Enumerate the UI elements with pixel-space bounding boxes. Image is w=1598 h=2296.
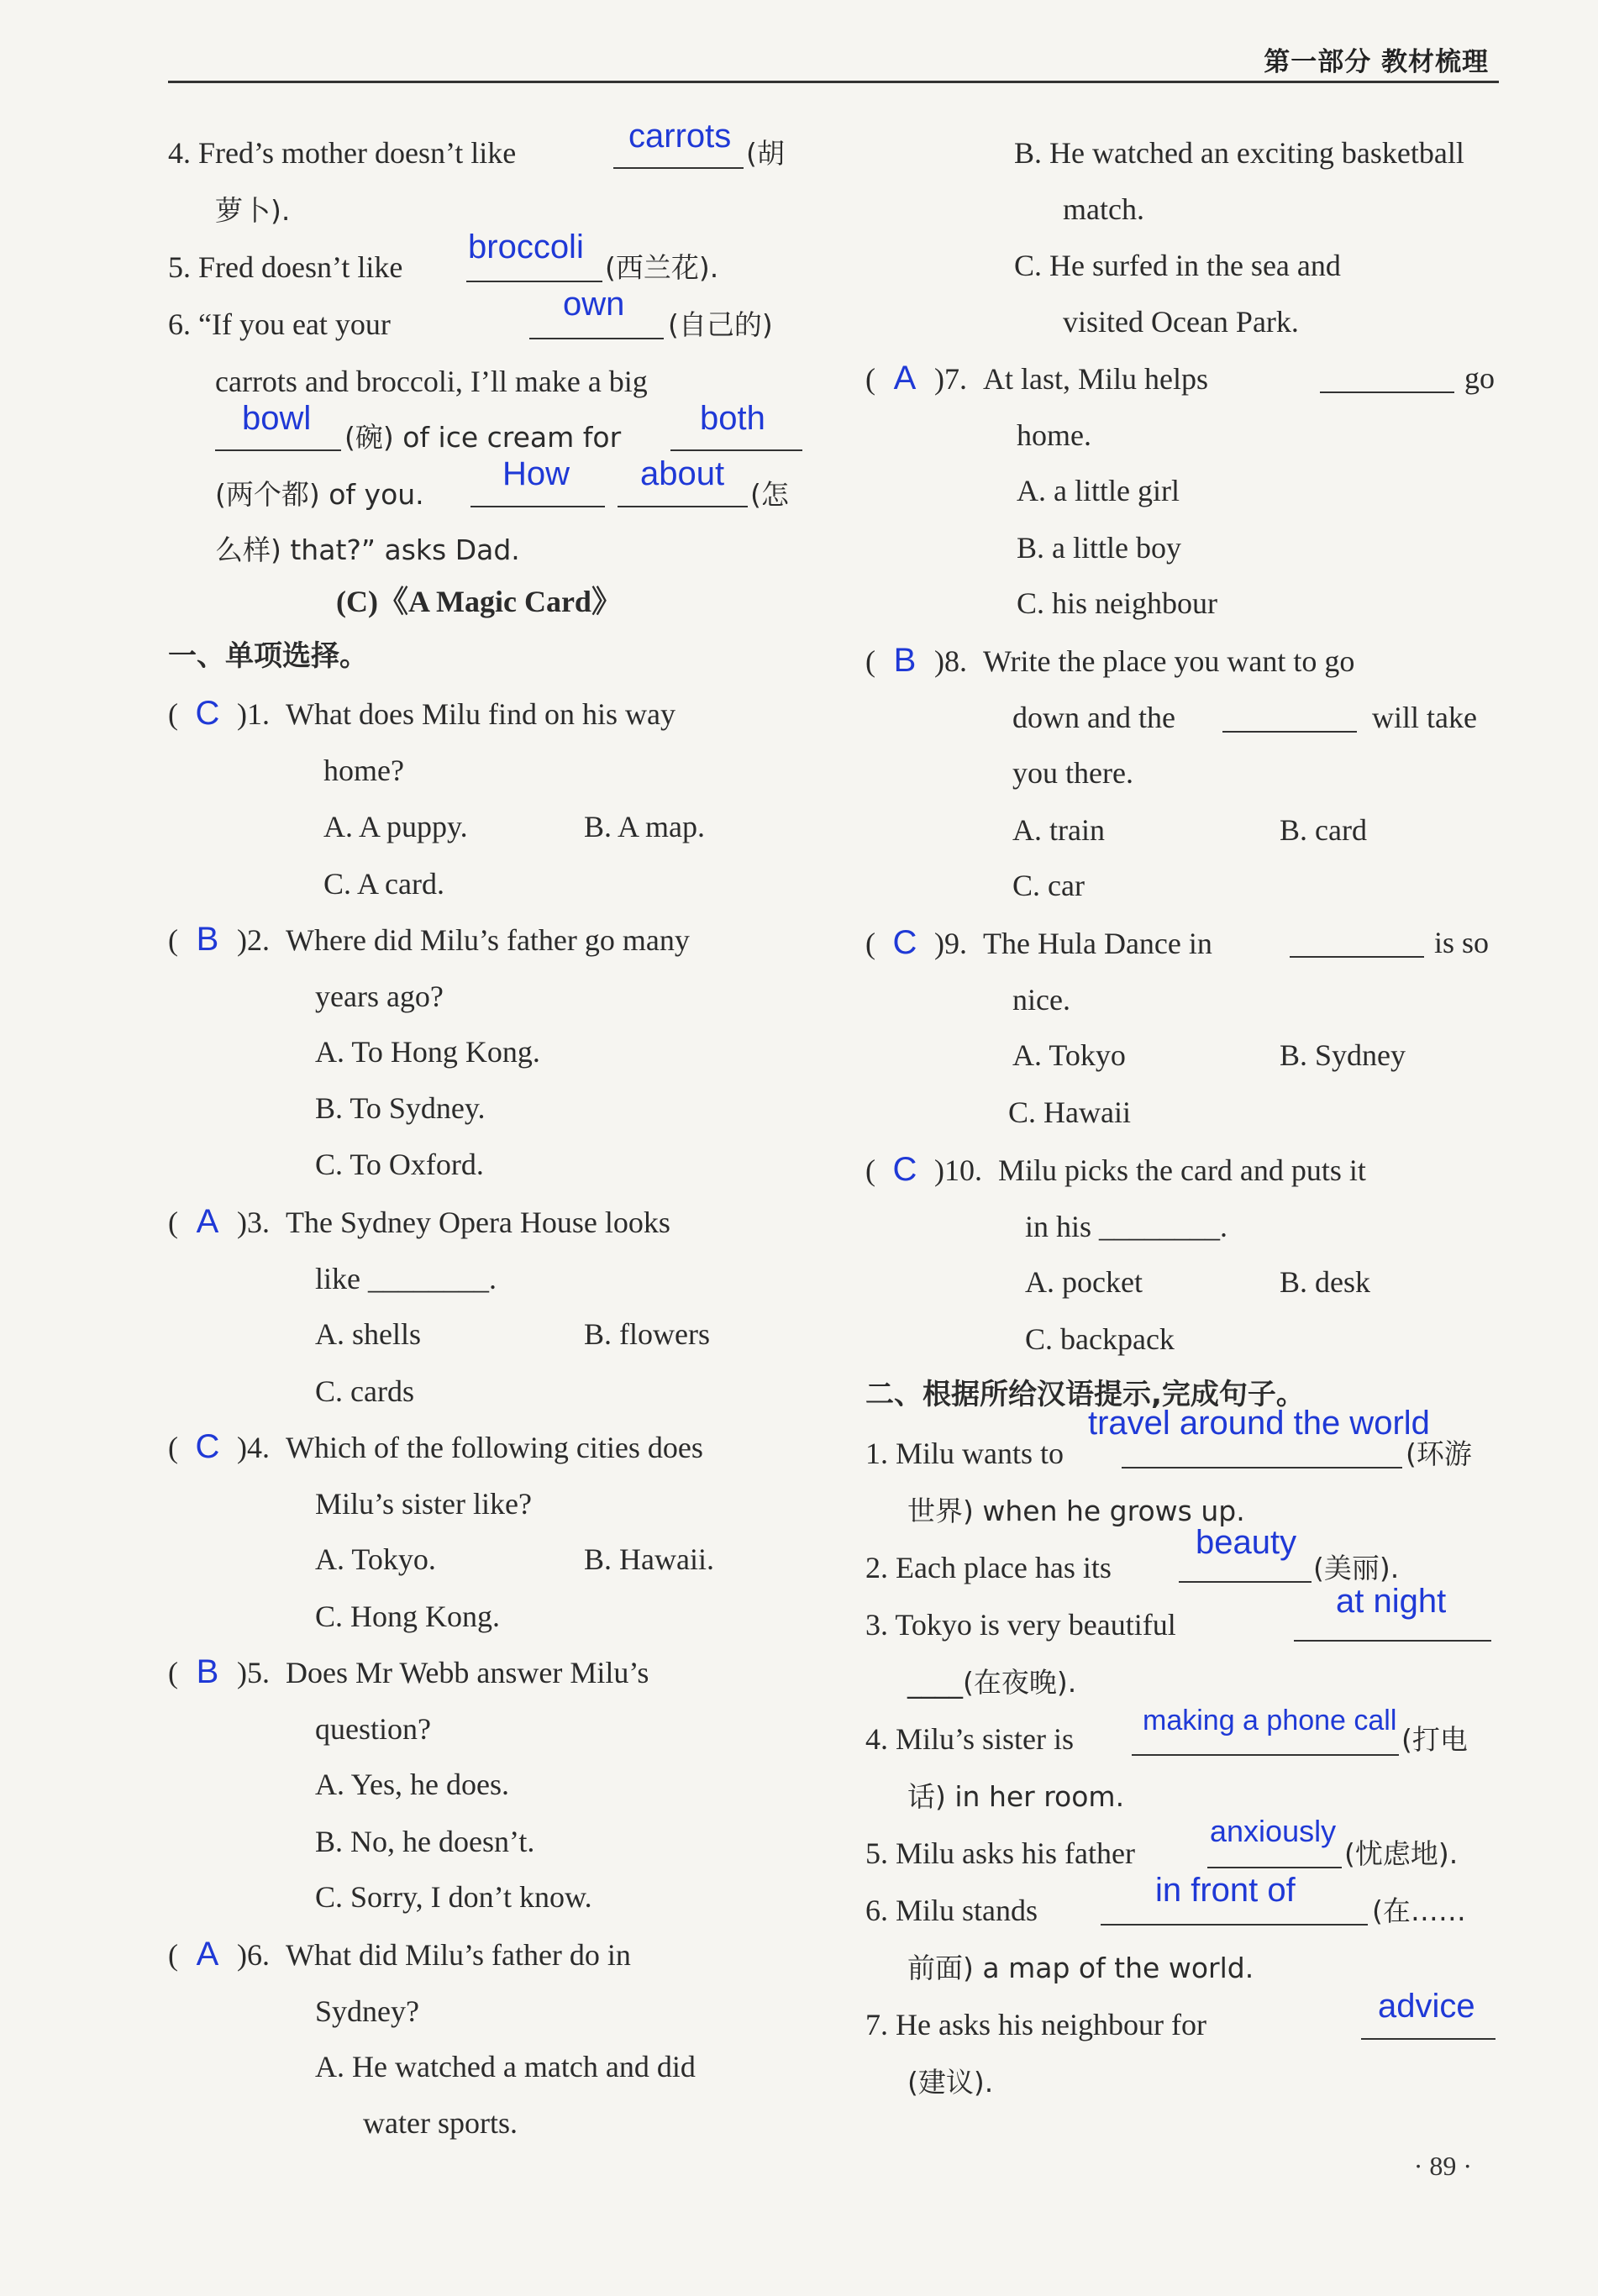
blank [529,338,664,339]
option: A. Tokyo. [315,1542,436,1576]
option: A. To Hong Kong. [315,1035,540,1069]
mc-question-1: ( C )1. What does Milu find on his way [168,695,675,732]
option: B. A map. [584,810,706,843]
handwritten-answer: in front of [1155,1872,1296,1909]
option-continued: match. [1063,192,1144,226]
fill-sentence-4: 4. Milu’s sister is [865,1722,1075,1756]
option: C. Hawaii [1008,1095,1131,1129]
mc-question-2: ( B )2. Where did Milu’s father go many [168,921,690,958]
mc-question-7: ( A )7. At last, Milu helps [865,360,1208,397]
answer-letter: B [893,642,917,679]
option: B. To Sydney. [315,1091,486,1125]
mc-question-6: ( A )6. What did Milu’s father do in [168,1936,631,1973]
option: C. backpack [1025,1322,1175,1356]
option: A. a little girl [1017,474,1180,507]
handwritten-answer: beauty [1196,1524,1297,1561]
part2-heading: 二、根据所给汉语提示,完成句子。 [865,1378,1305,1411]
answer-letter: A [196,1936,219,1973]
option: A. He watched a match and did [315,2050,696,2083]
fill-item-5-line1: 5. Fred doesn’t like [168,250,403,284]
option: C. cards [315,1374,414,1408]
handwritten-answer: travel around the world [1088,1405,1430,1442]
blank [1122,1467,1402,1468]
option: C. car [1012,869,1085,902]
blank [1361,2038,1495,2040]
option: B. flowers [584,1317,710,1351]
option: A. A puppy. [323,810,468,843]
option: B. Hawaii. [584,1542,714,1576]
mc-question-10: ( C )10. Milu picks the card and puts it [865,1151,1366,1188]
fill-sentence-3: 3. Tokyo is very beautiful [865,1608,1176,1642]
workbook-page: 第一部分 教材梳理 4. Fred’s mother doesn’t like carrots (胡 萝卜). 5. Fred doesn’t like broccoli (西兰花). 6. “If you eat your own (自己的) carrots and broccoli, I’ll make a big bowl (碗) of ice cream for both (两个都) of you. How about (怎 么样) that?” asks Dad. (C)《A Magic Card》 一、单项选择。 ( C )1. What does Milu find on his way home? A. A puppy. B. A map. C. A card. ( B )2. Where did Milu’s father go many years ago? A. To Hong Kong. B. To Sydney. C. To Oxford. ( A )3. The Sydney Opera House looks like ________. A. shells B. flowers C. cards ( C )4. Which of the following cities does Milu’s sister like? A. Tokyo. B. Hawaii. C. Hong Kong. ( B )5. Does Mr Webb answer Milu’s question? A. Yes, he does. B. No, he doesn’t. C. Sorry, I don’t know. ( A )6. What did Milu’s father do in Sydney? A. He watched a match and did water sports. B. He watched an exciting basketball match. C. He surfed in the sea and visited Ocean Park. ( A )7. At last, Milu helps go home. A. a little girl B. a little boy C. his neighbour ( B )8. Write the place you want to go down and the will take you there. A. train B. card C. car ( C )9. The Hula Dance in is so nice. A. Tokyo B. Sydney C. Hawaii ( C )10. Milu picks the card and puts it in his ________. A. pocket B. desk C. backpack 二、根据所给汉语提示,完成句子。 travel around the world 1. Milu wants to (环游 世界) when he grows up. 2. Each place has its beauty (美丽). 3. Tokyo is very beautiful at night ____(在夜晚). 4. Milu’s sister is making a phone call (打电 话) in her room. 5. Milu asks his father anxiously (忧虑地). 6. Milu stands in front of (在…… 前面) a map of the world. 7. He asks his neighbour for advice (建议). · 89 · [0,0,1598,2296]
part1-heading: 一、单项选择。 [168,639,368,673]
fill-item-4-line1: 4. Fred’s mother doesn’t like [168,136,517,170]
option: B. a little boy [1017,531,1181,565]
page-header-title: 第一部分 教材梳理 [1264,47,1489,77]
handwritten-answer: making a phone call [1143,1705,1397,1736]
option: B. He watched an exciting basketball [1014,136,1464,170]
answer-letter: B [196,921,219,958]
answer-letter: A [893,360,917,397]
mc-question-3: ( A )3. The Sydney Opera House looks [168,1203,670,1240]
option-continued: visited Ocean Park. [1063,305,1299,339]
blank [613,167,744,169]
fill-sentence-2: 2. Each place has its [865,1551,1112,1584]
handwritten-answer: carrots [628,118,732,155]
blank [466,281,602,282]
blank [1320,391,1454,393]
blank [1294,1640,1491,1642]
option: C. Sorry, I don’t know. [315,1880,592,1914]
blank [1290,956,1424,958]
fill-item-6-line1: 6. “If you eat your [168,307,391,341]
header-rule [168,81,1499,83]
mc-question-9: ( C )9. The Hula Dance in [865,924,1212,961]
handwritten-answer: at night [1336,1583,1447,1620]
answer-letter: C [195,1428,220,1465]
option: A. Yes, he does. [315,1768,510,1801]
fill-item-6-line2: carrots and broccoli, I’ll make a big [215,365,648,398]
option: A. train [1012,813,1105,847]
blank [670,449,802,451]
handwritten-answer: anxiously [1210,1814,1337,1848]
blank [1101,1924,1368,1926]
mc-question-8: ( B )8. Write the place you want to go [865,642,1355,679]
option: C. his neighbour [1017,586,1217,620]
handwritten-answer: advice [1378,1988,1475,2025]
fill-sentence-7: 7. He asks his neighbour for [865,2008,1206,2041]
blank [1132,1754,1399,1756]
option-continued: water sports. [363,2106,518,2140]
option: B. card [1280,813,1367,847]
option: B. No, he doesn’t. [315,1825,535,1858]
blank [1179,1581,1312,1583]
answer-letter: C [892,1151,917,1188]
option: B. Sydney [1280,1038,1406,1072]
answer-letter: A [196,1203,219,1240]
answer-letter: C [195,695,220,732]
blank [215,449,341,451]
handwritten-answer: bowl [242,400,312,437]
handwritten-answer: about [640,455,725,492]
fill-item-4-line2: 萝卜). [215,194,291,227]
blank [470,506,605,507]
section-c-title: (C)《A Magic Card》 [336,585,622,618]
mc-question-5: ( B )5. Does Mr Webb answer Milu’s [168,1653,649,1690]
fill-sentence-1: 1. Milu wants to [865,1437,1064,1470]
handwritten-answer: both [700,400,765,437]
option: B. desk [1280,1265,1370,1299]
mc-question-4: ( C )4. Which of the following cities does [168,1428,703,1465]
blank [1222,731,1357,733]
option: C. A card. [323,867,444,901]
blank [618,506,748,507]
page-number: · 89 · [1413,2151,1472,2181]
handwritten-answer: own [563,286,625,323]
answer-letter: B [196,1653,219,1690]
option: A. shells [315,1317,421,1351]
fill-sentence-5: 5. Milu asks his father [865,1836,1135,1870]
handwritten-answer: broccoli [468,229,584,265]
fill-sentence-6: 6. Milu stands [865,1894,1038,1927]
blank [1207,1867,1342,1868]
option: C. To Oxford. [315,1148,484,1181]
option: A. pocket [1025,1265,1143,1299]
option: A. Tokyo [1012,1038,1126,1072]
handwritten-answer: How [502,455,570,492]
option: C. He surfed in the sea and [1014,249,1341,282]
answer-letter: C [892,924,917,961]
option: C. Hong Kong. [315,1600,501,1633]
